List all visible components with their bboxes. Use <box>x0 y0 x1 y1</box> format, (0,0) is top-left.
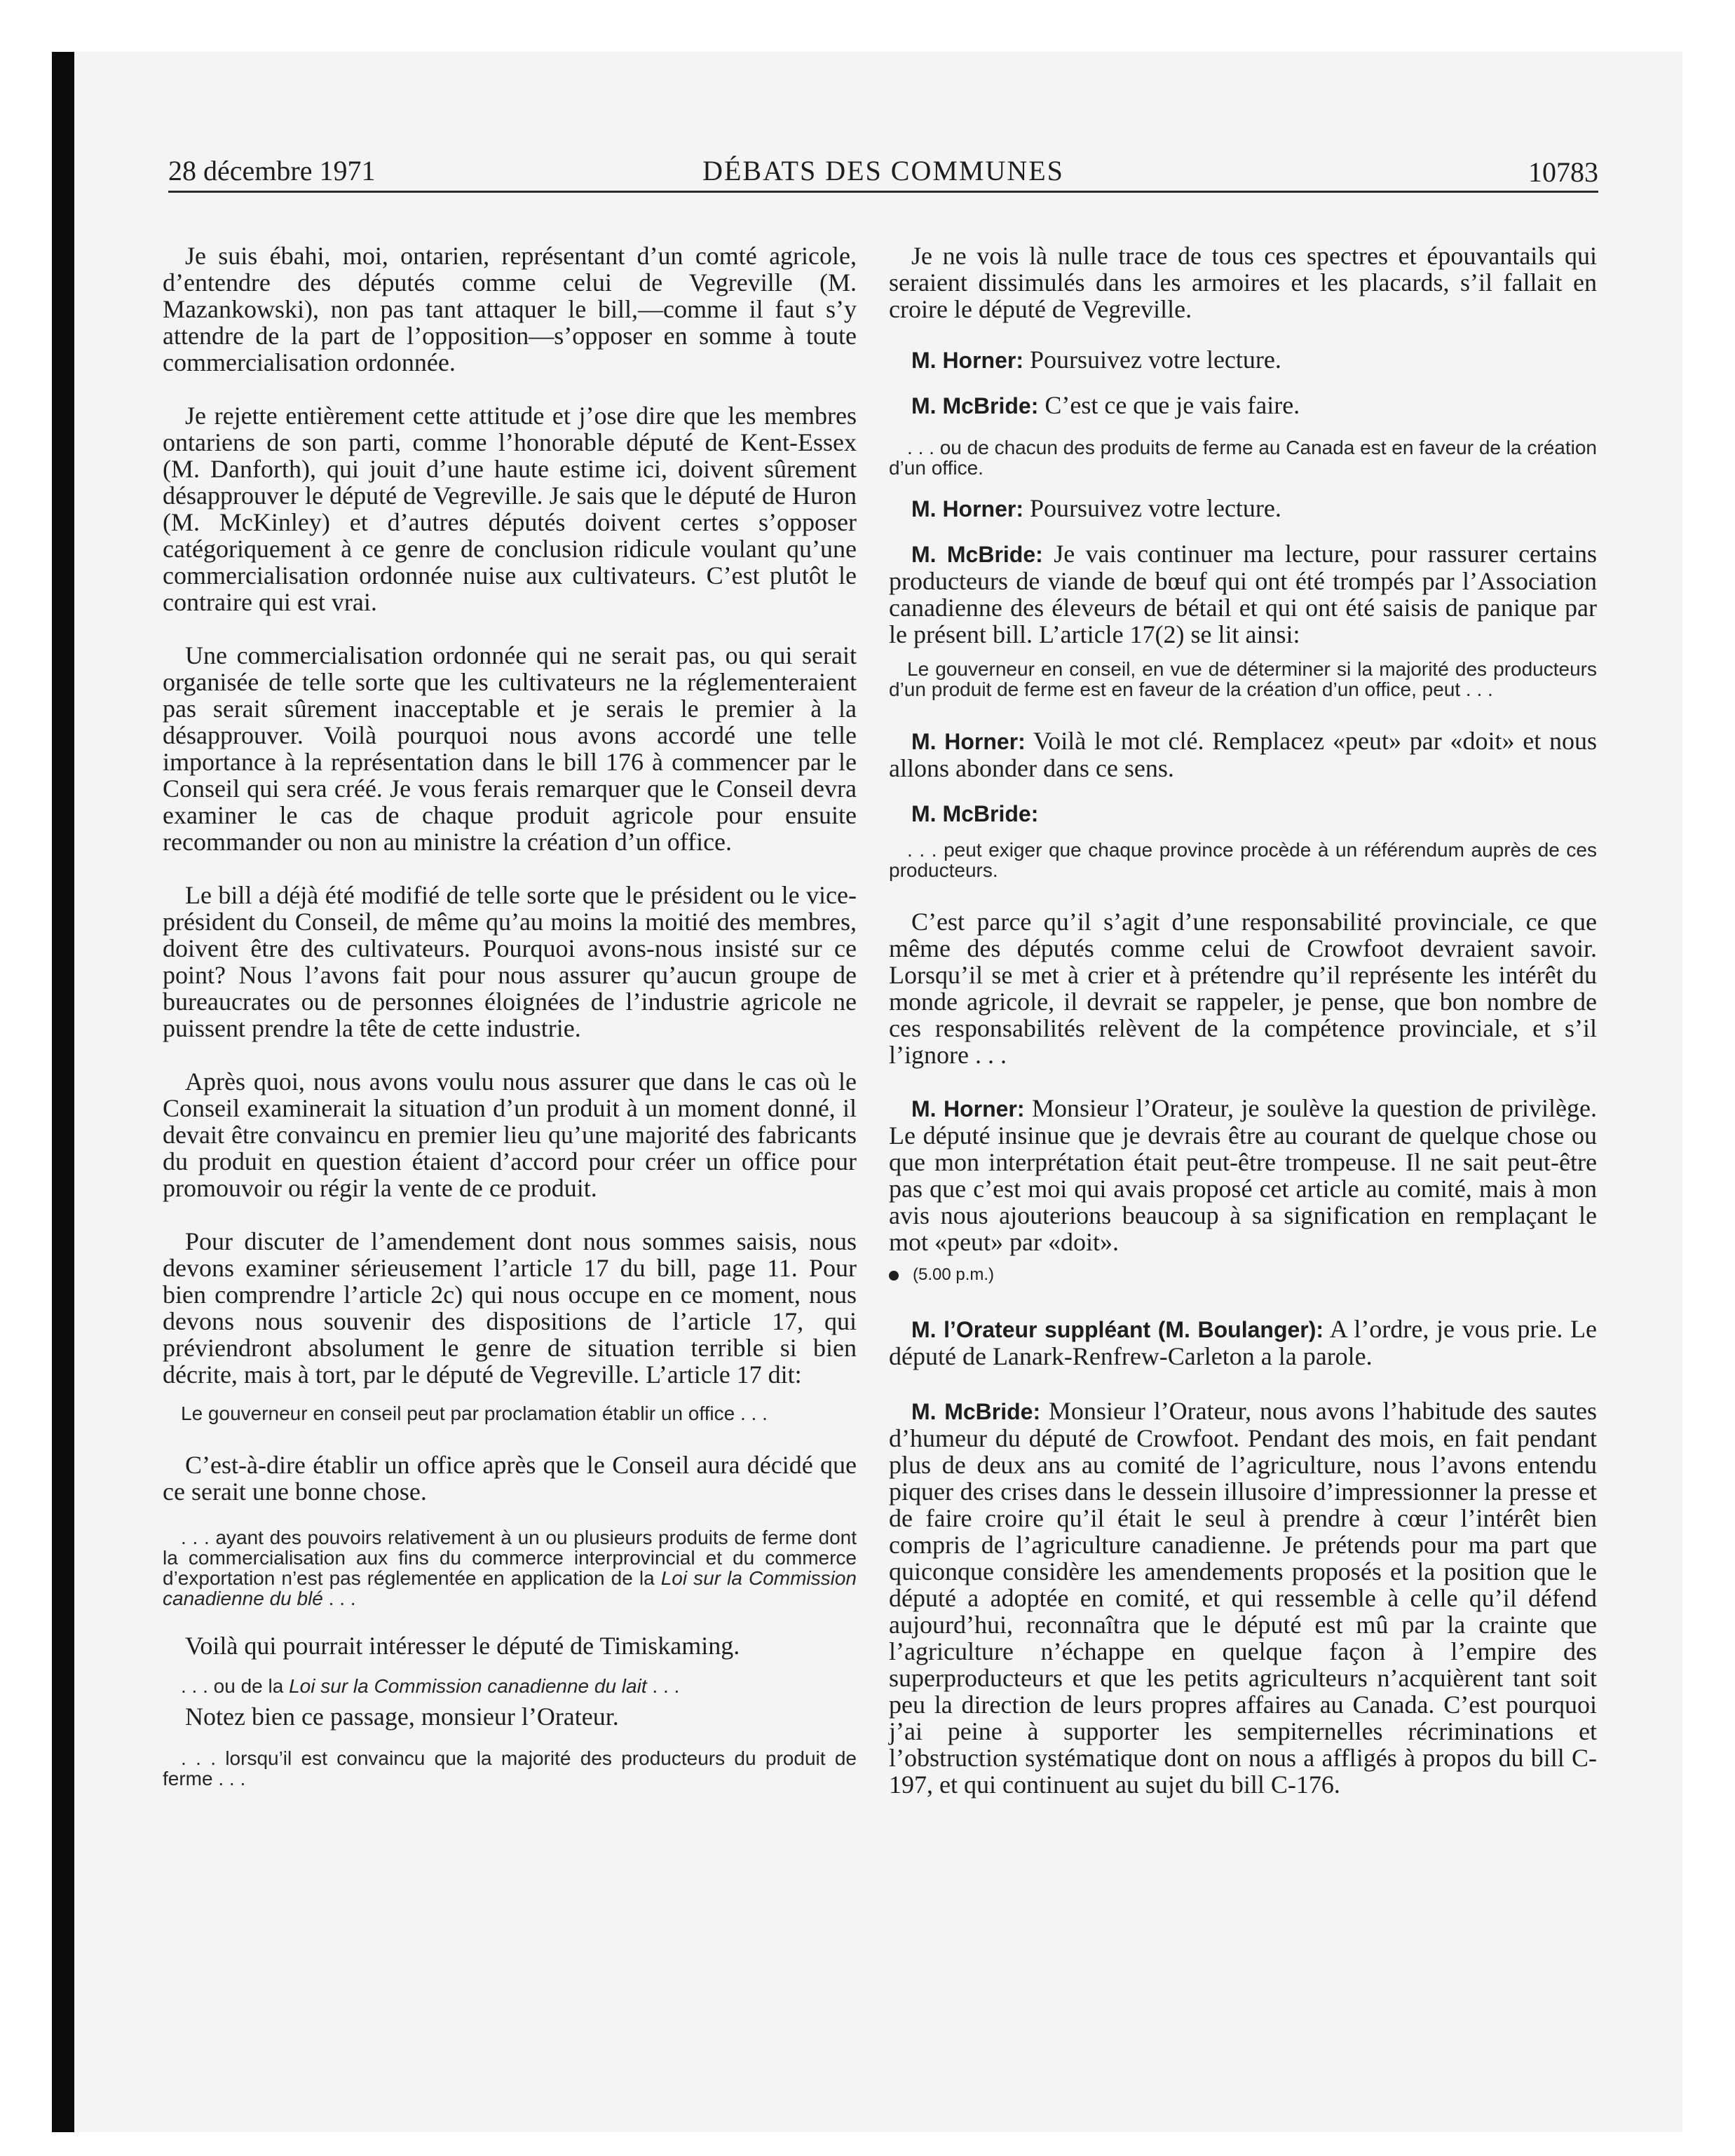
quote-text: . . . <box>646 1675 680 1697</box>
speaker-name: M. McBride: <box>911 801 1039 826</box>
speech <box>889 1398 1597 1798</box>
quoted-text: . . . peut exiger que chaque province procède à un référendum auprès de ces producteurs. <box>889 839 1597 881</box>
quote-text: . . . ou de la <box>181 1675 290 1697</box>
speech <box>889 495 1597 522</box>
quote-text: . . . ayant des pouvoirs relativement à un ou plusieurs produits de ferme dont la commercialisation aux fins du commerce interprovincial et du commerce d’exportation n’est pas réglementée en application de la <box>163 1527 857 1589</box>
quoted-text <box>163 1527 857 1609</box>
paragraph: Voilà qui pourrait intéresser le député de Timiskaming. <box>185 1632 740 1660</box>
bullet-icon <box>889 1271 899 1281</box>
paragraph: Je ne vois là nulle trace de tous ces spectres et épouvantails qui seraient dissimulés dans les armoires et les placards, s’il fallait en croire le député de Vegreville. <box>889 242 1597 323</box>
header-title: DÉBATS DES COMMUNES <box>702 155 1064 186</box>
speech <box>889 728 1597 782</box>
right-column <box>889 243 1597 1816</box>
paragraph: Une commercialisation ordonnée qui ne serait pas, ou qui serait organisée de telle sorte que les cultivateurs ne la réglementeraient pas serait sûrement inacceptable et je serais le premier à la désapprouver. Voilà pourquoi nous avons accordé une telle importance à la représentation dans le bill 176 à commencer par le Conseil qui sera créé. Je vous ferais remarquer que le Conseil devra examiner le cas de chaque produit agricole pour ensuite recommander ou non au ministre la création d’un office. <box>163 641 857 856</box>
paragraph: Le bill a déjà été modifié de telle sorte que le président ou le vice-président du Conseil, de même qu’au moins la moitié des membres, doivent être des cultivateurs. Pourquoi avons-nous insisté sur ce point? Nous l’avons fait pour nous assurer qu’aucun groupe de bureaucrates ou de personnes éloignées de l’industrie agricole ne puissent prendre la tête de cette industrie. <box>163 881 857 1042</box>
speech-text: Je vais continuer ma lecture, pour rassurer certains producteurs de viande de bœuf qui ont été trompés par l’Association canadienne des éleveurs de bétail et qui ont été saisis de panique par le présent bill. L’article 17(2) se lit ainsi: <box>889 540 1598 648</box>
speech <box>889 392 1597 419</box>
speech-text: C’est ce que je vais faire. <box>1038 391 1300 419</box>
page-header <box>168 156 1598 193</box>
speech-text: Poursuivez votre lecture. <box>1023 494 1281 522</box>
quoted-text: . . . lorsqu’il est convaincu que la majorité des producteurs du produit de ferme . . . <box>163 1747 857 1789</box>
speech-text: Poursuivez votre lecture. <box>1023 346 1281 374</box>
speaker-name: M. Horner: <box>911 496 1023 521</box>
time-stamp: (5.00 p.m.) <box>913 1265 995 1284</box>
paragraph: Notez bien ce passage, monsieur l’Orateur. <box>185 1703 619 1731</box>
speech-text: Monsieur l’Orateur, je soulève la question de privilège. Le député insinue que je devrais être au courant de quelque chose ou que mon interprétation était peut-être trompeuse. Il ne sait peut-être pas que c’est moi qui avais proposé cet article au comité, mais à mon avis nous ajouterions beaucoup à sa signification en remplaçant le mot «peut» par «doit». <box>889 1094 1598 1256</box>
quoted-text: Le gouverneur en conseil peut par proclamation établir un office . . . <box>181 1403 768 1424</box>
speech-text: Monsieur l’Orateur, nous avons l’habitude des sautes d’humeur du député de Crowfoot. Pendant des mois, en fait pendant plus de deux ans au comité de l’agriculture, nous l’avons entendu piquer des crises dans le dessein illusoire d’impressionner la presse et de faire croire qu’il était le seul à prendre à cœur l’intérêt bien compris de l’agriculture canadienne. Je prétends pour ma part que quiconque considère les amendements proposés et la position que le député a adoptée en comité, et qui ressemble à celle qu’il défend aujourd’hui, reconnaîtra que le député est mû par la crainte que l’agriculture n’échappe en quelque façon à l’empire des superproducteurs et que les petits agriculteurs n’acquièrent tant soit peu la direction de leurs propres affaires au Canada. C’est pourquoi j’ai peine à supporter les sempiternelles récriminations et l’obstruction systématique dont on nous a affligés à propos du bill C-197, et qui continuent au sujet du bill C-176. <box>889 1397 1598 1799</box>
quote-act-title: Loi sur la Commission canadienne du lait <box>289 1675 647 1697</box>
paragraph: C’est-à-dire établir un office après que le Conseil aura décidé que ce serait une bonne chose. <box>163 1451 857 1506</box>
quoted-text <box>163 1676 857 1696</box>
speech <box>889 540 1597 648</box>
paragraph: C’est parce qu’il s’agit d’une responsabilité provinciale, ce que même des députés comme celui de Crowfoot devraient savoir. Lorsqu’il se met à crier et à prétendre qu’il représente les intérêt du monde agricole, il devrait se rappeler, je pense, que bon nombre de ces responsabilités relèvent de la compétence provinciale, et s’il l’ignore . . . <box>889 908 1597 1069</box>
quoted-text: Le gouverneur en conseil, en vue de déterminer si la majorité des producteurs d’un produit de ferme est en faveur de la création d’un office, peut . . . <box>889 658 1597 700</box>
speaker-name: M. l’Orateur suppléant (M. Boulanger): <box>911 1317 1324 1342</box>
speaker-name: M. Horner: <box>911 348 1023 373</box>
speaker-name: M. Horner: <box>911 1096 1025 1121</box>
speaker-name: M. Horner: <box>911 729 1026 754</box>
speaker-name: M. McBride: <box>911 1399 1041 1424</box>
time-marker <box>889 1265 1597 1285</box>
header-date: 28 décembre 1971 <box>168 155 376 186</box>
speech-text: Voilà le mot clé. Remplacez «peut» par «doit» et nous allons abonder dans ce sens. <box>889 727 1598 782</box>
speech <box>889 1095 1597 1255</box>
quoted-text: . . . ou de chacun des produits de ferme au Canada est en faveur de la création d’un office. <box>889 437 1597 479</box>
speech <box>889 800 1597 827</box>
paragraph: Pour discuter de l’amendement dont nous sommes saisis, nous devons examiner sérieusement l’article 17 du bill, page 11. Pour bien comprendre l’article 2c) qui nous occupe en ce moment, nous devons nous souvenir des dispositions de l’article 17, qui préviendront absolument le genre de situation terrible si bien décrite, mais à tort, par le député de Vegreville. L’article 17 dit: <box>163 1227 857 1389</box>
quote-act-title: Loi sur la Commission canadienne du blé <box>163 1567 857 1609</box>
speech-text: A l’ordre, je vous prie. Le député de Lanark-Renfrew-Carleton a la parole. <box>889 1315 1598 1370</box>
left-column <box>163 243 857 1807</box>
quote-text: . . . <box>322 1588 356 1609</box>
binding-edge <box>52 52 74 2132</box>
speech <box>889 346 1597 374</box>
speech <box>889 1316 1597 1370</box>
speaker-name: M. McBride: <box>911 542 1043 567</box>
speaker-name: M. McBride: <box>911 393 1039 418</box>
paragraph: Je suis ébahi, moi, ontarien, représentant d’un comté agricole, d’entendre des députés comme celui de Vegreville (M. Mazankowski), non pas tant attaquer le bill,—comme il faut s’y attendre de la part de l’opposition—s’opposer en somme à toute commercialisation ordonnée. <box>163 242 857 376</box>
paragraph: Je rejette entièrement cette attitude et j’ose dire que les membres ontariens de son parti, comme l’honorable député de Kent-Essex (M. Danforth), qui jouit d’une haute estime ici, doivent sûrement désapprouver le député de Vegreville. Je sais que le député de Huron (M. McKinley) et d’autres députés doivent certes s’opposer catégoriquement à ce genre de conclusion ridicule voulant qu’une commercialisation ordonnée nuise aux cultivateurs. C’est plutôt le contraire qui est vrai. <box>163 402 857 616</box>
paragraph: Après quoi, nous avons voulu nous assurer que dans le cas où le Conseil examinerait la situation d’un produit à un moment donné, il devait être convaincu en premier lieu qu’une majorité des fabricants du produit en question étaient d’accord pour créer un office pour promouvoir ou régir la vente de ce produit. <box>163 1067 857 1202</box>
header-page-number: 10783 <box>1528 156 1598 188</box>
